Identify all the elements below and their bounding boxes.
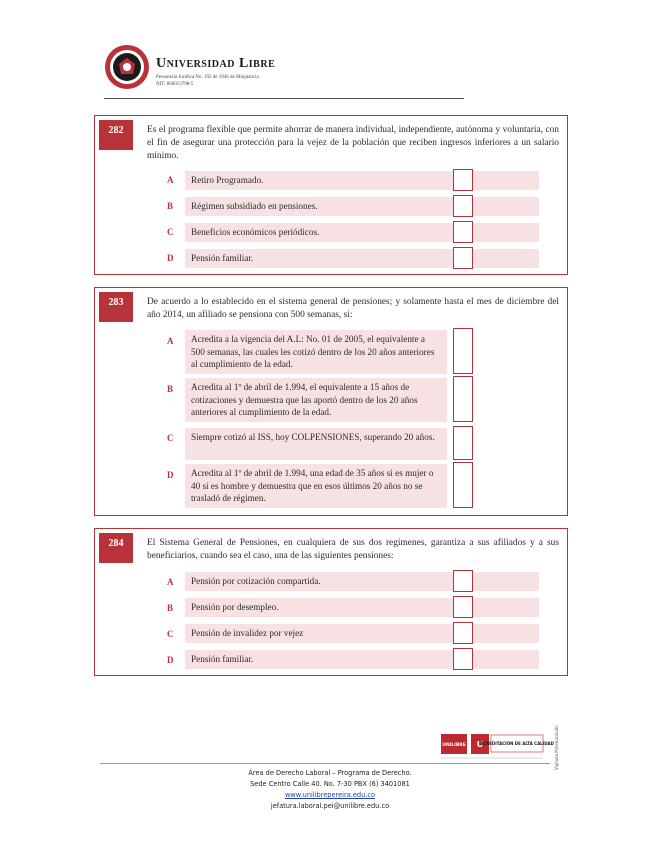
question-text: El Sistema General de Pensiones, en cualquiera de sus dos regímenes, garantiza a sus afiliados y a sus beneficiarios, cuando sea el caso, una de las siguientes pensiones: [147, 538, 559, 562]
answer-checkbox[interactable] [453, 195, 473, 217]
footer-email[interactable]: jefatura.laboral.pei@unilibre.edu.co [270, 802, 390, 810]
option-text: Acredita al 1º de abril de 1.994, una edad de 35 años si es mujer o 40 si es hombre y demuestra que en esos últimos 20 años no se trasladó de régimen. [185, 464, 447, 508]
option-letter: C [167, 629, 174, 639]
svg-text:U: U [476, 740, 484, 749]
footer-divider [100, 763, 550, 764]
legal-line-1: Personería Jurídica No. 192 de 1946 de Minjusticia [156, 75, 259, 80]
option-letter: A [167, 175, 174, 185]
question-block-284 [94, 528, 568, 676]
question-block-283 [94, 287, 568, 516]
option-letter: B [167, 384, 174, 394]
answer-checkbox[interactable] [453, 376, 473, 422]
option-text: Beneficios económicos periódicos. [185, 223, 539, 242]
logo-unilibre-text: UNILIBRE [442, 743, 466, 748]
option-text: Régimen subsidiado en pensiones. [185, 197, 539, 216]
svg-text:Vigilada Mineducación: Vigilada Mineducación [554, 725, 559, 770]
answer-checkbox[interactable] [453, 247, 473, 269]
university-legal-info [156, 74, 259, 88]
university-name: Universidad Libre [156, 56, 276, 71]
website-link[interactable]: www.unilibrepereira.edu.co [284, 791, 376, 799]
answer-checkbox[interactable] [453, 169, 473, 191]
answer-checkbox[interactable] [453, 426, 473, 460]
option-text: Acredita a la vigencia del A.L: No. 01 de 2005, el equivalente a 500 semanas, las cuales les cotizó dentro de los 20 años anteriores al cumplimiento de la edad. [185, 330, 447, 374]
option-text: Pensión familiar. [185, 650, 539, 669]
question-text: Es el programa flexible que permite ahorrar de manera individual, independiente, autónoma y voluntaria, con el fin de asegurar una protección para la vejez de la población que reciben ingresos inferiores a un salario mínimo. [147, 125, 559, 162]
page-header [104, 44, 464, 100]
question-text: De acuerdo a lo establecido en el sistema general de pensiones; y solamente hasta el mes de diciembre del año 2014, un afiliado se pensiona con 500 semanas, si: [147, 297, 559, 321]
option-text: Pensión familiar. [185, 249, 539, 268]
option-text: Pensión por desempleo. [185, 598, 539, 617]
question-number: 283 [99, 292, 133, 322]
legal-line-2: NIT: 860013798-5 [156, 82, 194, 87]
option-letter: D [167, 253, 174, 263]
header-divider [104, 98, 464, 99]
option-text: Pensión por cotización compartida. [185, 572, 539, 591]
answer-checkbox[interactable] [453, 648, 473, 670]
question-number: 284 [99, 533, 133, 563]
footer-department: Área de Derecho Laboral – Programa de Derecho. [248, 769, 412, 777]
answer-checkbox[interactable] [453, 328, 473, 374]
option-letter: C [167, 227, 174, 237]
answer-checkbox[interactable] [453, 622, 473, 644]
option-letter: D [167, 655, 174, 665]
footer-address: Sede Centro Calle 40. No. 7-30 PBX (6) 3401081 [250, 780, 410, 788]
option-letter: A [167, 336, 174, 346]
option-letter: C [167, 433, 174, 443]
option-letter: B [167, 201, 174, 211]
option-letter: D [167, 470, 174, 480]
footer-website [180, 790, 480, 800]
answer-checkbox[interactable] [453, 596, 473, 618]
option-text: Pensión de invalidez por vejez [185, 624, 539, 643]
option-letter: A [167, 577, 174, 587]
answer-checkbox[interactable] [453, 462, 473, 508]
question-block-282 [94, 115, 568, 275]
option-letter: B [167, 603, 174, 613]
option-text: Siempre cotizó al ISS, hoy COLPENSIONES, superando 20 años. [185, 428, 447, 460]
option-text: Acredita al 1º de abril de 1.994, el equivalente a 15 años de cotizaciones y demuestra que las aportó dentro de los 20 años anteriores al cumplimiento de la edad. [185, 378, 447, 422]
logo-accreditation-text: ACREDITACIÓN DE ALTA CALIDAD [480, 741, 554, 746]
accreditation-logos [441, 732, 554, 762]
vigilada-side-label [552, 722, 560, 772]
question-number: 282 [99, 120, 133, 150]
option-text: Retiro Programado. [185, 171, 539, 190]
answer-checkbox[interactable] [453, 221, 473, 243]
university-seal-logo [104, 44, 150, 90]
answer-checkbox[interactable] [453, 570, 473, 592]
